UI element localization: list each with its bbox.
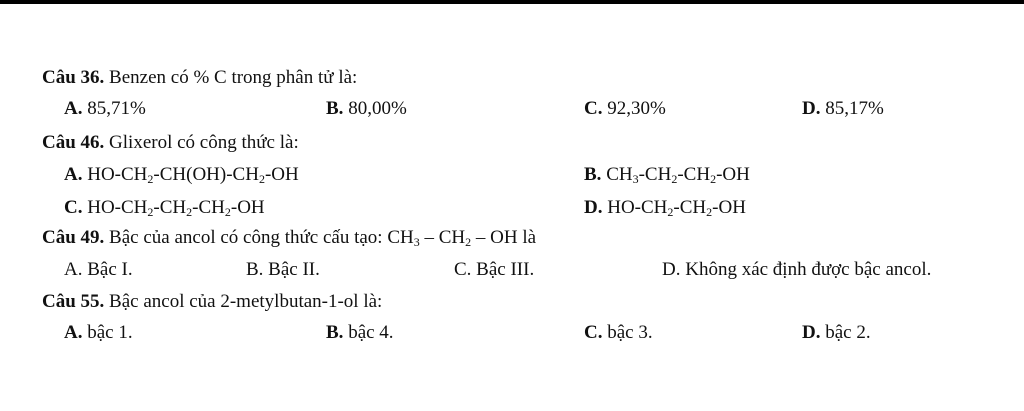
- q36-option-b: B. 80,00%: [326, 98, 407, 119]
- q55-option-d: D. bậc 2.: [802, 322, 871, 343]
- question-36: [42, 66, 357, 90]
- q49-option-a: A. Bậc I.: [64, 259, 133, 280]
- question-number: Câu 46.: [42, 132, 105, 153]
- question-number: Câu 49.: [42, 227, 105, 248]
- q36-option-c: C. 92,30%: [584, 98, 666, 119]
- q46-option-b: B. $CH_3-CH_2-CH_2-OH$: [584, 164, 750, 186]
- question-55: [42, 290, 382, 314]
- top-border: [0, 0, 1024, 4]
- question-49: Câu 49. Bậc của ancol có công thức cấu tạo: $CH_3 - CH_2$ – OH là: [42, 227, 537, 249]
- question-46: [42, 131, 299, 155]
- q46-option-d: D. $HO-CH_2-CH_2-OH$: [584, 197, 746, 219]
- q55-option-b: B. bậc 4.: [326, 322, 394, 343]
- question-number: Câu 36.: [42, 67, 105, 88]
- q55-option-c: C. bậc 3.: [584, 322, 653, 343]
- q46-option-a: A. $HO-CH_2-CH(OH)-CH_2-OH$: [64, 164, 299, 186]
- q49-option-d: D. Không xác định được bậc ancol.: [662, 259, 932, 280]
- q49-option-c: C. Bậc III.: [454, 259, 535, 280]
- question-number: Câu 55.: [42, 291, 105, 312]
- q36-option-a: A. 85,71%: [64, 98, 146, 119]
- question-text: Benzen có % C trong phân tử là:: [104, 67, 358, 88]
- question-text: Bậc ancol của 2-metylbutan-1-ol là:: [104, 291, 383, 312]
- q49-option-b: B. Bậc II.: [246, 259, 320, 280]
- q55-option-a: A. bậc 1.: [64, 322, 133, 343]
- q46-option-c: C. $HO-CH_2-CH_2-CH_2-OH$: [64, 197, 265, 219]
- question-text: Glixerol có công thức là:: [104, 132, 299, 153]
- q36-option-d: D. 85,17%: [802, 98, 884, 119]
